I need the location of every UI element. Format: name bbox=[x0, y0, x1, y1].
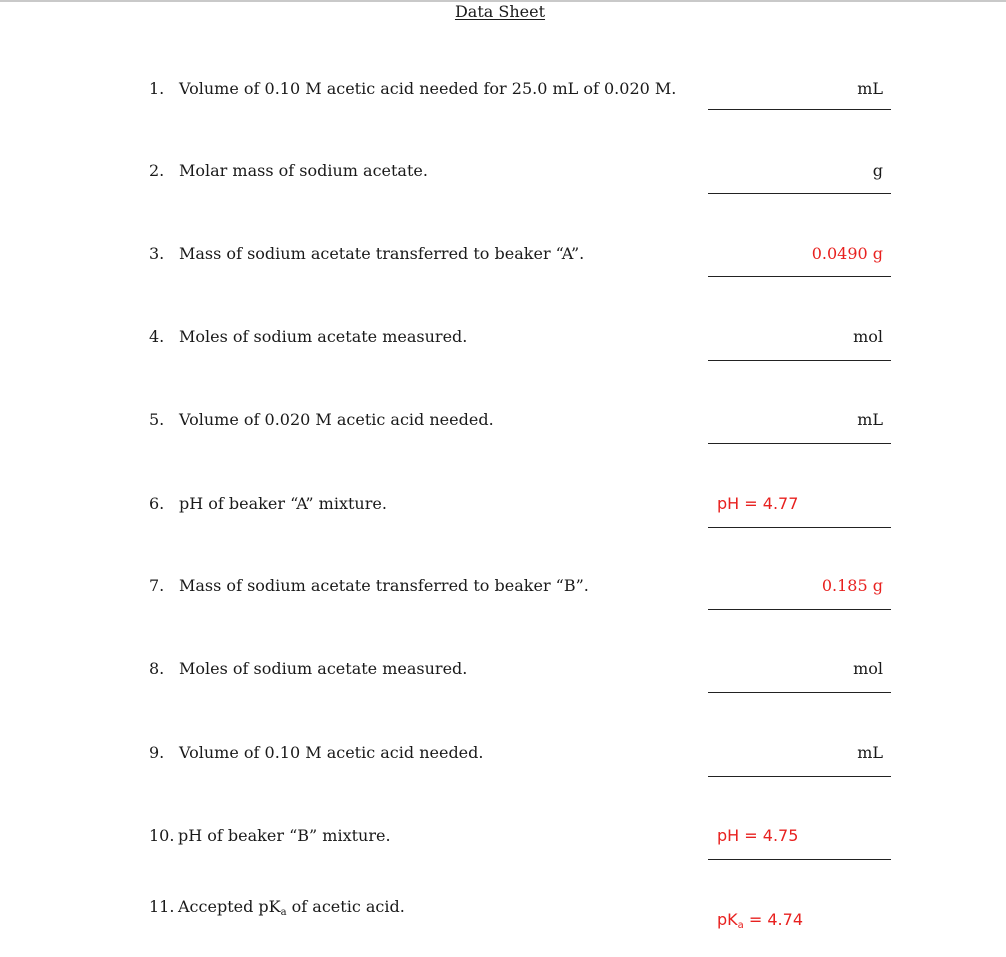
question-7 bbox=[149, 576, 589, 596]
answer-blank-line[interactable] bbox=[708, 276, 891, 277]
filled-answer: 0.0490 g bbox=[811, 244, 883, 263]
answer-blank-line[interactable] bbox=[708, 527, 891, 528]
question-text: pH of beaker “A” mixture. bbox=[179, 494, 387, 513]
unit-label: mL bbox=[857, 410, 883, 429]
question-text: Volume of 0.020 M acetic acid needed. bbox=[179, 410, 494, 429]
answer-blank-line[interactable] bbox=[708, 443, 891, 444]
question-row-6 bbox=[0, 494, 1006, 554]
question-number: 6. bbox=[149, 494, 165, 513]
question-1 bbox=[149, 79, 676, 99]
answer-blank-line[interactable] bbox=[708, 692, 891, 693]
question-row-4 bbox=[0, 327, 1006, 387]
question-number: 7. bbox=[149, 576, 165, 595]
question-number: 2. bbox=[149, 161, 165, 180]
question-row-5 bbox=[0, 410, 1006, 470]
answer-blank-line[interactable] bbox=[708, 776, 891, 777]
question-row-10 bbox=[0, 826, 1006, 886]
question-number: 11. bbox=[149, 897, 175, 916]
question-text: Moles of sodium acetate measured. bbox=[179, 327, 468, 346]
question-row-9 bbox=[0, 743, 1006, 803]
unit-label: mL bbox=[857, 79, 883, 98]
question-8 bbox=[149, 659, 467, 679]
question-text: Volume of 0.10 M acetic acid needed. bbox=[179, 743, 484, 762]
question-row-7 bbox=[0, 576, 1006, 636]
question-text: Mass of sodium acetate transferred to beaker “B”. bbox=[179, 576, 589, 595]
question-text: Mass of sodium acetate transferred to beaker “A”. bbox=[179, 244, 585, 263]
question-text: pH of beaker “B” mixture. bbox=[178, 826, 391, 845]
answer-blank-line[interactable] bbox=[708, 193, 891, 194]
answer-blank-line[interactable] bbox=[708, 609, 891, 610]
question-text: Moles of sodium acetate measured. bbox=[179, 659, 468, 678]
question-6 bbox=[149, 494, 387, 514]
question-10 bbox=[149, 826, 391, 846]
question-number: 5. bbox=[149, 410, 165, 429]
filled-answer: pH = 4.77 bbox=[717, 494, 799, 513]
filled-answer: $pK_a = 4.74$ bbox=[717, 910, 803, 931]
unit-label: mol bbox=[853, 659, 883, 678]
page-title: Data Sheet bbox=[454, 2, 546, 21]
question-5 bbox=[149, 410, 494, 430]
question-number: 1. bbox=[149, 79, 165, 98]
answer-blank-line[interactable] bbox=[708, 109, 891, 110]
answer-blank-line[interactable] bbox=[708, 859, 891, 860]
question-row-11 bbox=[0, 897, 1006, 957]
question-number: 10. bbox=[149, 826, 175, 845]
question-number: 4. bbox=[149, 327, 165, 346]
question-4 bbox=[149, 327, 467, 347]
question-11 bbox=[149, 897, 405, 917]
unit-label: mL bbox=[857, 743, 883, 762]
answer-blank-line[interactable] bbox=[708, 360, 891, 361]
question-text: Volume of 0.10 M acetic acid needed for 25.0 mL of 0.020 M. bbox=[179, 79, 677, 98]
question-3 bbox=[149, 244, 584, 264]
question-number: 3. bbox=[149, 244, 165, 263]
question-number: 9. bbox=[149, 743, 165, 762]
question-row-2 bbox=[0, 161, 1006, 221]
filled-answer: pH = 4.75 bbox=[717, 826, 799, 845]
filled-answer: 0.185 g bbox=[821, 576, 883, 595]
question-number: 8. bbox=[149, 659, 165, 678]
question-row-1 bbox=[0, 79, 1006, 139]
unit-label: mol bbox=[853, 327, 883, 346]
question-row-8 bbox=[0, 659, 1006, 719]
unit-label: g bbox=[872, 161, 883, 180]
question-text: Accepted $pK_a$ of acetic acid. bbox=[178, 897, 405, 918]
question-row-3 bbox=[0, 244, 1006, 304]
question-9 bbox=[149, 743, 483, 763]
question-2 bbox=[149, 161, 428, 181]
question-text: Molar mass of sodium acetate. bbox=[179, 161, 428, 180]
